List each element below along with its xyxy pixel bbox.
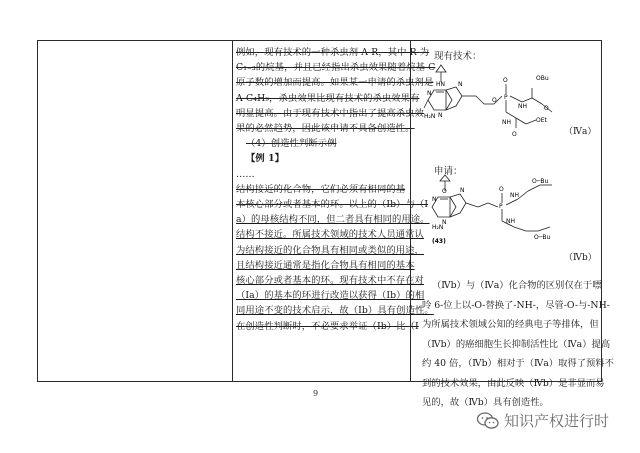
section-heading: （4）创造性判断示例 [246, 138, 337, 150]
atom-label: OEt [536, 117, 547, 124]
text-line: 原子数的增加而提高。如果某一申请的杀虫剂是 [236, 77, 434, 89]
text-line: 为所属技术领域公知的经典电子等排体，但 [422, 319, 599, 330]
atom-label: N [442, 219, 447, 226]
text-line: 核心部分或者基本的环。现有技术中不存在对 [236, 275, 424, 287]
atom-label: H₂N [432, 224, 444, 231]
text-line: 到的技术效果，由此反映（Ⅳb）是非显而易 [422, 377, 605, 389]
atom-label: HN [436, 81, 445, 88]
column-divider [232, 40, 233, 382]
text-line: （Ⅳb）的癌细胞生长抑制活性比（Ⅳa）提高 [422, 338, 611, 350]
text-line: 结构接近的化合物，它们必须有相同的基 [236, 183, 406, 195]
chemical-structure-ivb [432, 173, 572, 253]
ellipsis: …… [236, 168, 255, 180]
application-label: 申请： [434, 166, 463, 177]
text-line: 约 40 倍，（Ⅳb）相对于（Ⅳa）取得了预料不 [422, 358, 614, 369]
atom-label: N [438, 112, 443, 119]
text-line: 明显提高。由于现有技术中指出了提高杀虫效 [236, 107, 424, 119]
chemical-structure-iva [424, 62, 589, 162]
text-line: 例如，现有技术的一种杀虫剂 A-R，其中 R 为 [236, 47, 430, 58]
atom-label: NH [506, 218, 515, 225]
text-line: 呤 6-位上以-O-替换了-NH-，尽管-O-与-NH- [422, 299, 610, 311]
example-heading: 【例 1】 [246, 153, 285, 165]
text-line: 见的，故（Ⅳb）具有创造性。 [422, 397, 549, 408]
text-line: （Ⅳb）与（Ⅳa）化合物的区别仅在于嘌 [432, 280, 602, 291]
compound-number: (43) [432, 238, 446, 245]
formula-label-iva: （Ⅳa） [564, 127, 597, 137]
text-line: C₁₋₃的烷基，并且已经指出杀虫效果随着烷基 C [236, 62, 436, 74]
wechat-icon [477, 412, 499, 430]
atom-label: N [427, 90, 432, 97]
text-line: 同用途不变的技术启示，故（Ⅰb）具有创造性。 [236, 305, 434, 317]
atom-label: N [458, 81, 463, 88]
text-line: 果的必然趋势，因此该申请不具备创造性。 [236, 123, 415, 135]
atom-label: O─Bu [532, 178, 549, 185]
atom-label: O [492, 97, 497, 104]
right-column [414, 40, 614, 408]
text-line: （Ⅰa）的基本的环进行改造以获得（Ⅰb）的相 [236, 290, 425, 302]
atom-label: O [442, 188, 447, 195]
atom-label: N [460, 187, 465, 194]
prior-art-label: 现有技术： [434, 51, 482, 62]
atom-label: NH [518, 103, 527, 110]
text-line: 为结构接近的化合物具有相同或类似的用途， [236, 244, 424, 256]
atom-label: N [432, 196, 437, 203]
atom-label: O [544, 105, 549, 112]
atom-label: H₂N [424, 113, 436, 120]
text-line: 且结构接近通常是指化合物具有相同的基本 [236, 259, 415, 271]
text-line: A-C₄H₉，杀虫效果比现有技术的杀虫效果有 [236, 92, 420, 104]
text-line: 本核心部分或者基本的环。以上的（Ⅰb）与（Ⅰ [236, 199, 429, 211]
text-line: 在创造性判断时，不必要求举证（Ⅰb）比（Ⅰ [236, 320, 419, 332]
watermark [477, 410, 609, 431]
atom-label: P [504, 94, 508, 101]
atom-label: O [503, 77, 508, 84]
atom-label: NH [502, 119, 511, 126]
page-number: 9 [313, 389, 319, 398]
atom-label: O─Bu [534, 234, 551, 241]
atom-label: OBu [536, 75, 549, 82]
atom-label: P [499, 203, 503, 210]
text-line: a）的母核结构不同，但二者具有相同的用途。 [236, 214, 430, 226]
watermark-text: 知识产权进行时 [504, 412, 610, 430]
atom-label: NH [510, 192, 519, 199]
atom-label: O [512, 131, 517, 138]
formula-label-ivb: （Ⅳb） [564, 253, 597, 263]
text-line: 结构不接近。所属技术领域的技术人员通常认 [236, 229, 424, 241]
atom-label: O [499, 186, 504, 193]
analysis-text [422, 276, 614, 413]
